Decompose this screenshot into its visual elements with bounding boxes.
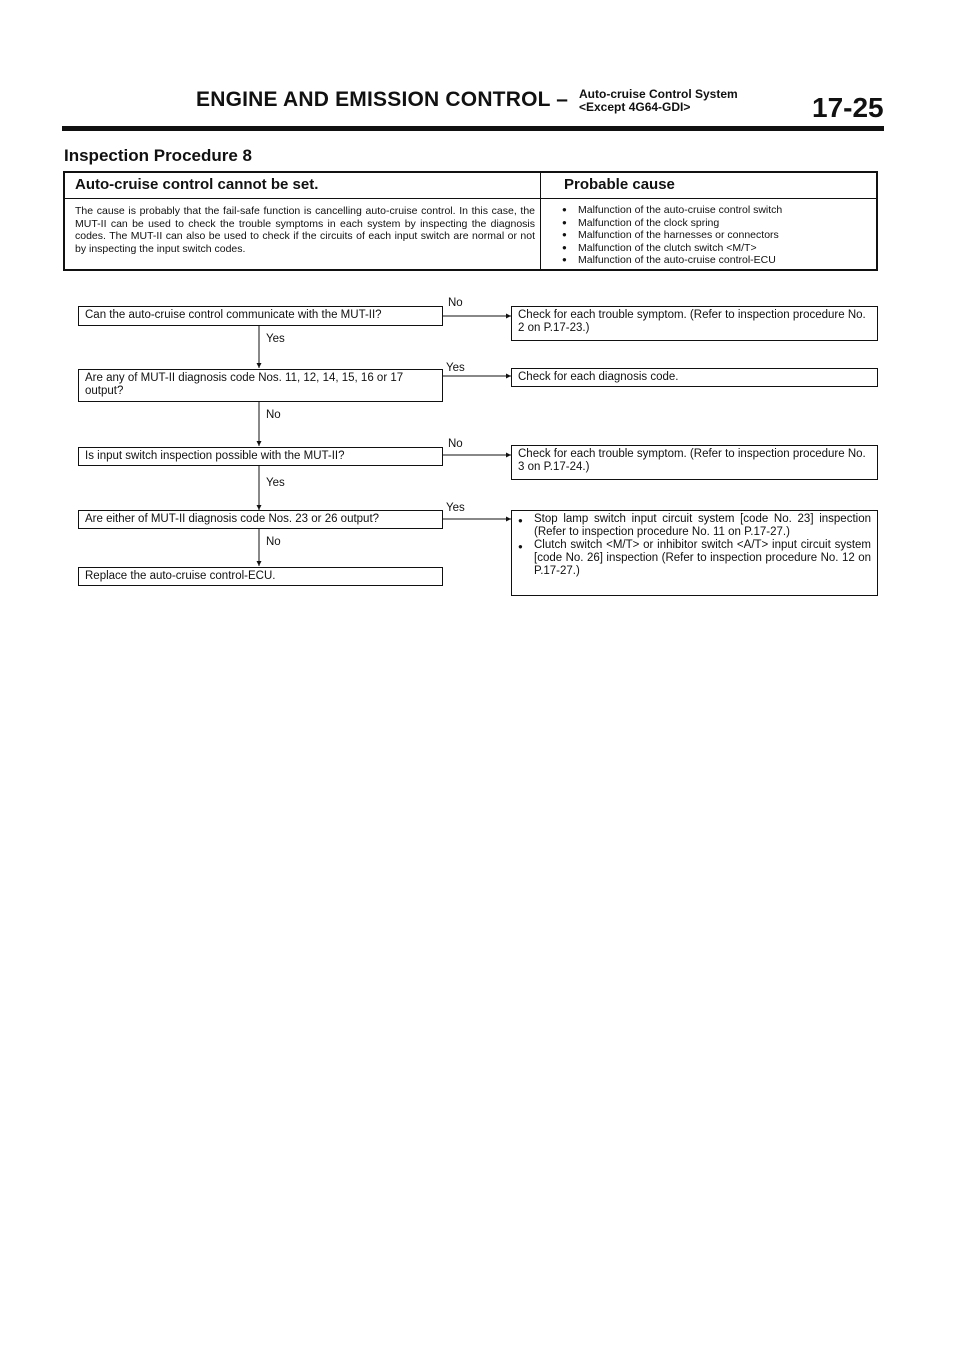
inspection-item-stop-lamp: ● Stop lamp switch input circuit system [code No. 23] inspection (Refer to inspection procedure No. 11 on P.17-27.) bbox=[518, 513, 871, 539]
switch-inspection-list bbox=[518, 513, 871, 578]
branch-label-yes: Yes bbox=[266, 333, 285, 345]
cause-item: ● Malfunction of the auto-cruise control switch bbox=[562, 204, 782, 217]
inspection-item-clutch-inhibitor: ● Clutch switch <M/T> or inhibitor switch <A/T> input circuit system [code No. 26] inspection (Refer to inspection procedure No. 12 on P.17-27.) bbox=[518, 539, 871, 578]
symptom-heading: Auto-cruise control cannot be set. bbox=[75, 176, 319, 193]
flow-step-input-switch: Is input switch inspection possible with the MUT-II? bbox=[78, 447, 443, 466]
cause-item: ● Malfunction of the clock spring bbox=[562, 217, 782, 230]
flow-result-procedure-2: Check for each trouble symptom. (Refer to inspection procedure No. 2 on P.17-23.) bbox=[511, 306, 878, 341]
branch-label-yes: Yes bbox=[446, 362, 465, 374]
page-number: 17-25 bbox=[812, 92, 884, 123]
flow-result-procedure-3: Check for each trouble symptom. (Refer to inspection procedure No. 3 on P.17-24.) bbox=[511, 445, 878, 480]
branch-label-no: No bbox=[448, 297, 463, 309]
flow-result-diagnosis-code: Check for each diagnosis code. bbox=[511, 368, 878, 387]
cause-item: ● Malfunction of the clutch switch <M/T> bbox=[562, 242, 782, 255]
symptom-description: The cause is probably that the fail-safe function is cancelling auto-cruise control. In this case, the MUT-II can be used to check the trouble symptoms in each system by inspecting the diagnosis codes. The MUT-II can also be used to check if the circuits of each input switch are normal or not by inspecting the input switch codes. bbox=[75, 205, 535, 255]
branch-label-yes: Yes bbox=[266, 477, 285, 489]
subtitle-line-1: Auto-cruise Control System bbox=[579, 87, 738, 101]
subtitle-line-2: <Except 4G64-GDI> bbox=[579, 100, 691, 114]
branch-label-no: No bbox=[448, 438, 463, 450]
branch-label-no: No bbox=[266, 409, 281, 421]
flow-step-communication: Can the auto-cruise control communicate with the MUT-II? bbox=[78, 306, 443, 326]
cause-item: ● Malfunction of the auto-cruise control-ECU bbox=[562, 254, 782, 267]
probable-cause-heading: Probable cause bbox=[564, 176, 675, 193]
section-title: ENGINE AND EMISSION CONTROL – bbox=[196, 88, 569, 111]
flow-result-switch-inspections bbox=[511, 510, 878, 596]
flow-step-codes-23-26: Are either of MUT-II diagnosis code Nos. 23 or 26 output? bbox=[78, 510, 443, 529]
branch-label-yes: Yes bbox=[446, 502, 465, 514]
procedure-title: Inspection Procedure 8 bbox=[64, 146, 252, 165]
branch-label-no: No bbox=[266, 536, 281, 548]
cause-item: ● Malfunction of the harnesses or connectors bbox=[562, 229, 782, 242]
flow-step-diagnosis-codes: Are any of MUT-II diagnosis code Nos. 11, 12, 14, 15, 16 or 17 output? bbox=[78, 369, 443, 402]
flow-step-replace-ecu: Replace the auto-cruise control-ECU. bbox=[78, 567, 443, 586]
